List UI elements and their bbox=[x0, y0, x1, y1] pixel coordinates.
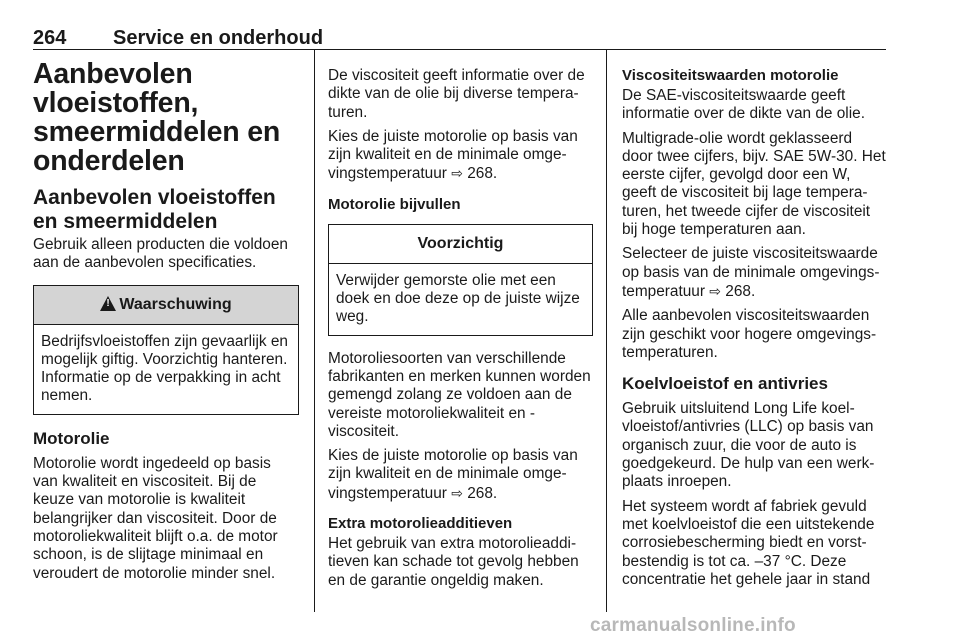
coolant-factory-paragraph: Het systeem wordt af fabriek gevuld met koelvloeistof die een uitstekende corrosiebescherming biedt en vorstbestendig is tot ca. –37 °C. Deze concentratie het gehele jaar in stand bbox=[622, 497, 875, 588]
select-viscosity-paragraph bbox=[622, 245, 887, 301]
caution-box bbox=[328, 224, 593, 336]
mixing-paragraph: Motoroliesoorten van verschillende fabrikanten en merken kunnen worden gemengd zolang ze voldoen aan de vereiste motoroliekwaliteit en -viscositeit. bbox=[328, 349, 591, 440]
caution-title: Voorzichtig bbox=[329, 225, 592, 264]
column-divider bbox=[314, 50, 315, 612]
bijvullen-heading: Motorolie bijvullen bbox=[328, 195, 461, 213]
select-viscosity-text: Selecteer de juiste viscositeitswaarde op basis van de minimale omgevingstemperatuur bbox=[622, 245, 880, 300]
page-ref-icon: ⇨ bbox=[451, 165, 463, 182]
warning-text: Bedrijfsvloeistoffen zijn gevaarlijk en mogelijk giftig. Voorzichtig hanteren. Informatie op de verpakking in acht nemen. bbox=[41, 332, 288, 405]
choose-oil-paragraph bbox=[328, 128, 593, 184]
page-header bbox=[33, 27, 886, 50]
page-ref[interactable]: 268. bbox=[467, 484, 498, 502]
section-title: Service en onderhoud bbox=[113, 27, 324, 49]
koelvloeistof-heading: Koelvloeistof en antivries bbox=[622, 374, 828, 394]
additieven-paragraph: Het gebruik van extra motorolieadditieven kan schade tot gevolg hebben en de garantie ongeldig maken. bbox=[328, 535, 579, 589]
coolant-paragraph: Gebruik uitsluitend Long Life koelvloeistof/antivries (LLC) op basis van organisch zuur, die voor de auto is goedgekeurd. De hulp van een werkplaats inroepen. bbox=[622, 400, 875, 491]
caution-text: Verwijder gemorste olie met een doek en doe deze op de juiste wijze weg. bbox=[336, 271, 580, 326]
page-ref-icon: ⇨ bbox=[451, 484, 463, 501]
additieven-heading: Extra motorolieadditieven bbox=[328, 515, 513, 533]
column-divider bbox=[606, 50, 607, 612]
motorolie-paragraph: Motorolie wordt ingedeeld op basis van kwaliteit en viscositeit. Bij de keuze van motorolie is kwaliteit belangrijker dan viscositeit. Door de motoroliekwaliteit blijft o.a. de motor schoon, is de slijtage minimaal en veroudert de motorolie minder snel. bbox=[33, 454, 278, 582]
warning-box bbox=[33, 285, 299, 415]
warning-icon bbox=[100, 296, 116, 311]
choose-oil-text: Kies de juiste motorolie op basis van zijn kwaliteit en de minimale omgevingstemperatuur bbox=[328, 127, 578, 183]
motorolie-heading: Motorolie bbox=[33, 428, 110, 448]
choose-oil-text: Kies de juiste motorolie op basis van zijn kwaliteit en de minimale omgevingstemperatuur bbox=[328, 447, 578, 502]
page-ref[interactable]: 268. bbox=[725, 282, 756, 300]
column-left bbox=[33, 60, 299, 589]
watermark: carmanualsonline.info bbox=[590, 615, 796, 636]
viscosity-heading: Viscositeitswaarden motorolie bbox=[622, 67, 839, 84]
page-number: 264 bbox=[33, 27, 67, 49]
multigrade-paragraph: Multigrade-olie wordt geklasseerd door twee cijfers, bijv. SAE 5W-30. Het eerste cijfer, gevolgd door een W, geeft de viscositeit bij lage temperaturen, het tweede cijfer de viscositeit bij hoge temperaturen aan. bbox=[622, 129, 886, 239]
column-middle bbox=[328, 67, 593, 596]
warning-header bbox=[34, 286, 298, 325]
sae-paragraph: De SAE-viscositeitswaarde geeft informatie over de dikte van de olie. bbox=[622, 87, 865, 123]
column-right bbox=[622, 67, 887, 595]
all-viscosity-paragraph: Alle aanbevolen viscositeitswaarden zijn geschikt voor hogere omgevingstemperaturen. bbox=[622, 307, 877, 361]
page-ref-icon: ⇨ bbox=[709, 282, 721, 299]
section-heading: Aanbevolen vloeistoffen en smeermiddelen bbox=[33, 186, 276, 233]
choose-oil-paragraph-2 bbox=[328, 447, 593, 503]
page-ref[interactable]: 268. bbox=[467, 165, 498, 183]
chapter-title: Aanbevolen vloeistoffen, smeermiddelen en onderdelen bbox=[33, 58, 281, 177]
warning-title: Waarschuwing bbox=[119, 295, 232, 313]
viscosity-paragraph: De viscositeit geeft informatie over de dikte van de olie bij diverse temperaturen. bbox=[328, 67, 585, 121]
intro-paragraph: Gebruik alleen producten die voldoen aan de aanbevolen specificaties. bbox=[33, 236, 288, 272]
